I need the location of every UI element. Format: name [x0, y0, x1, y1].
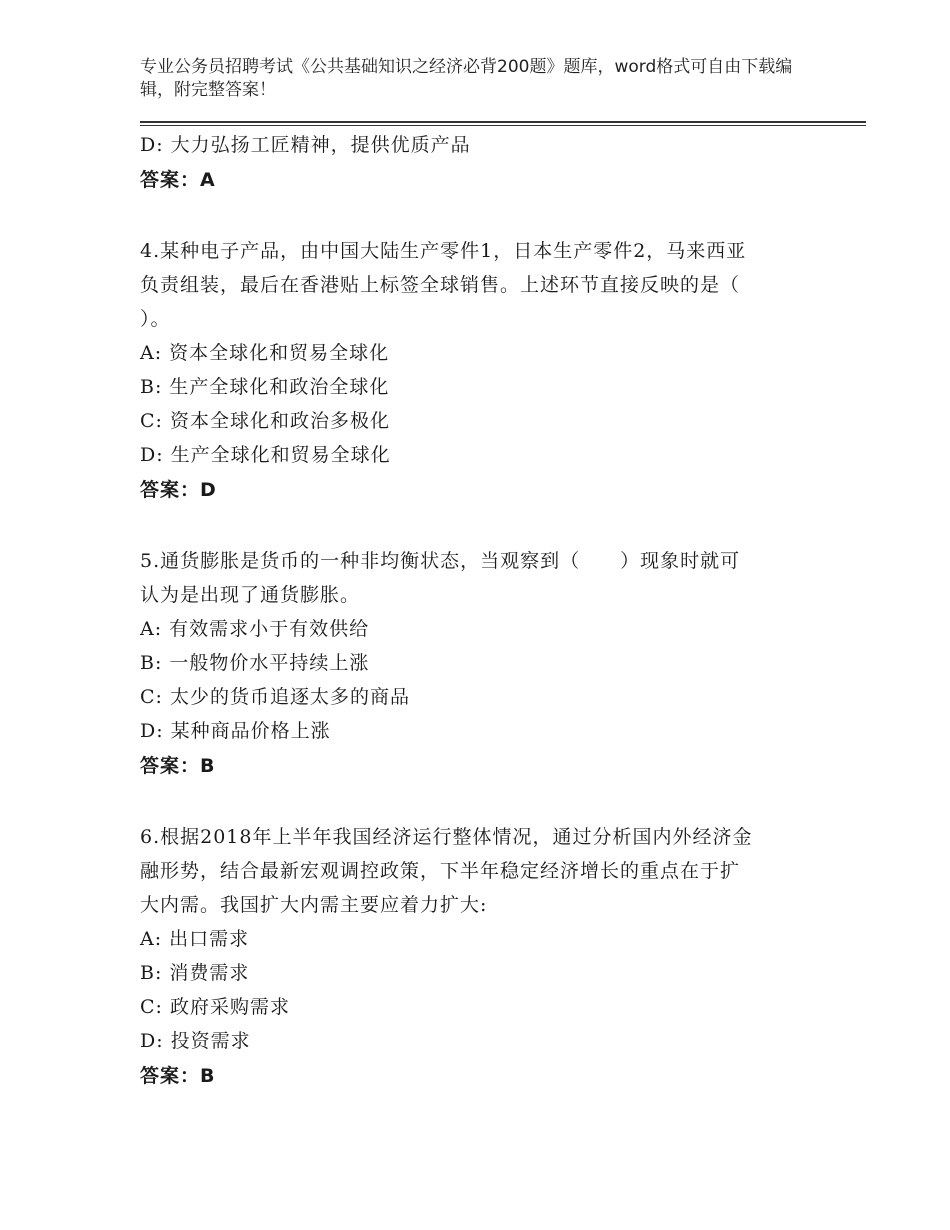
question-text-line: 认为是出现了通货膨胀。 [140, 584, 361, 606]
option-d: D: 生产全球化和贸易全球化 [140, 444, 391, 466]
answer-label: 答案：B [140, 1065, 216, 1087]
question-6 [140, 820, 820, 1094]
question-text-line: 5.通货膨胀是货币的一种非均衡状态，当观察到（ ）现象时就可 [140, 550, 741, 572]
option-b: B: 生产全球化和政治全球化 [140, 376, 390, 398]
question-text-line: 4.某种电子产品，由中国大陆生产零件1，日本生产零件2，马来西亚 [140, 240, 747, 262]
option-d: D: 某种商品价格上涨 [140, 720, 331, 742]
option-a: A: 有效需求小于有效供给 [140, 618, 370, 640]
question-4 [140, 234, 820, 508]
answer-label: 答案：A [140, 169, 216, 191]
question-text-line: ）。 [140, 308, 171, 330]
option-d: D: 大力弘扬工匠精神，提供优质产品 [140, 134, 471, 156]
header-divider-thin [140, 125, 866, 126]
option-a: A: 出口需求 [140, 928, 250, 950]
option-a: A: 资本全球化和贸易全球化 [140, 342, 390, 364]
option-b: B: 一般物价水平持续上涨 [140, 652, 370, 674]
question-content [140, 128, 820, 1094]
question-text-line: 负责组装，最后在香港贴上标签全球销售。上述环节直接反映的是（ [140, 274, 741, 296]
option-c: C: 资本全球化和政治多极化 [140, 410, 390, 432]
option-c: C: 政府采购需求 [140, 996, 290, 1018]
header-divider [140, 121, 866, 123]
answer-label: 答案：D [140, 479, 217, 501]
answer-label: 答案：B [140, 755, 216, 777]
header-title: 专业公务员招聘考试《公共基础知识之经济必背200题》题库，word格式可自由下载编辑，附完整答案！ [140, 57, 793, 100]
page-header [140, 56, 820, 102]
question-5 [140, 544, 820, 784]
option-d: D: 投资需求 [140, 1030, 251, 1052]
question-text-line: 大内需。我国扩大内需主要应着力扩大: [140, 894, 488, 916]
question-text-line: 融形势，结合最新宏观调控政策，下半年稳定经济增长的重点在于扩 [140, 860, 741, 882]
option-c: C: 太少的货币追逐太多的商品 [140, 686, 410, 708]
question-text-line: 6.根据2018年上半年我国经济运行整体情况，通过分析国内外经济金 [140, 826, 753, 848]
prev-question-tail [140, 128, 820, 198]
option-b: B: 消费需求 [140, 962, 250, 984]
